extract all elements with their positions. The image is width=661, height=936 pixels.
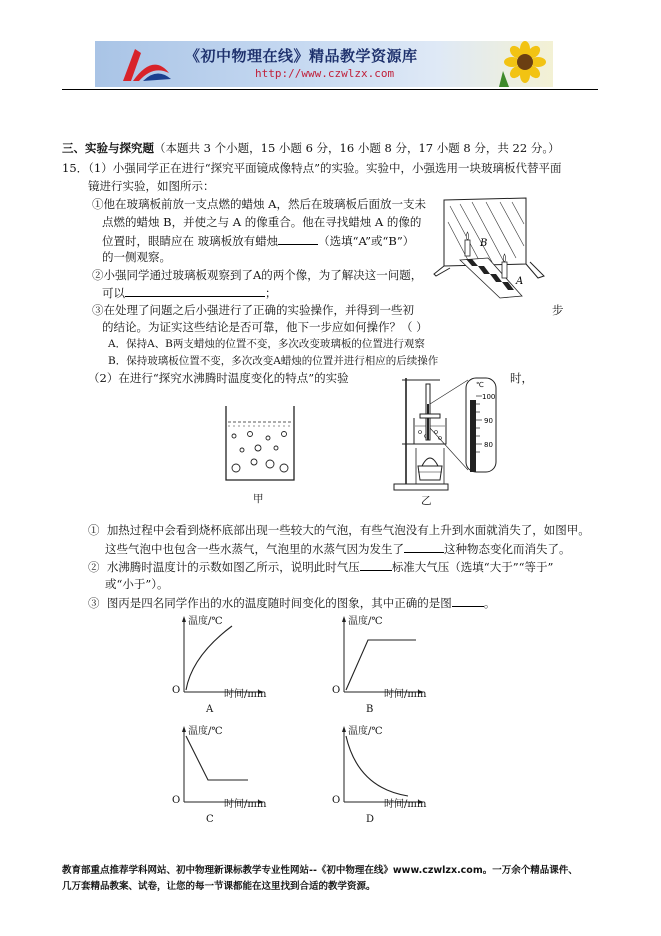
mirror-label-b: B bbox=[480, 238, 488, 249]
answer-blank-1[interactable] bbox=[278, 233, 318, 245]
footer-line2: 几万套精品教案、试卷，让您的每一节课都能在这里找到合适的教学资源。 bbox=[62, 881, 376, 892]
graph-b-curve bbox=[346, 640, 416, 690]
graph-a-label: A bbox=[206, 704, 214, 715]
w1-line1: ① 加热过程中会看到烧杯底部出现一些较大的气泡，有些气泡没有上升到水面就消失了，如图甲。 bbox=[88, 523, 590, 537]
mirror-label-a: A bbox=[516, 276, 524, 287]
q15-part2: （2）在进行“探究水沸腾时温度变化的特点”的实验 bbox=[88, 371, 349, 385]
beaker-figure bbox=[218, 404, 302, 484]
q15-s3-step: 步 bbox=[552, 303, 564, 317]
option-a: A．保持A、B两支蜡烛的位置不变，多次改变玻璃板的位置进行观察 bbox=[108, 338, 425, 350]
w3-line1: ③ 图丙是四名同学作出的水的温度随时间变化的图象，其中正确的是图 。 bbox=[88, 596, 496, 610]
graph-d-curve bbox=[346, 736, 408, 796]
fig-label-yi: 乙 bbox=[421, 495, 432, 507]
site-logo bbox=[113, 43, 173, 85]
answer-blank-5[interactable] bbox=[452, 595, 484, 607]
w2-line1: ② 水沸腾时温度计的示数如图乙所示，说明此时气压 标准大气压（选填“大于”“等于” bbox=[88, 560, 554, 574]
header-rule bbox=[62, 89, 598, 90]
graph-c-label: C bbox=[206, 814, 214, 825]
answer-blank-2[interactable] bbox=[125, 285, 265, 297]
thermo-unit: ℃ bbox=[476, 381, 484, 389]
graph-d-label: D bbox=[366, 814, 375, 825]
graph-c-curve bbox=[186, 736, 248, 780]
sunflower-image bbox=[493, 41, 553, 87]
thermo-tick-80: 80 bbox=[484, 441, 493, 449]
graph-a-curve bbox=[186, 626, 232, 690]
q15-s2-line1: ②小强同学通过玻璃板观察到了A的两个像，为了解决这一问题， bbox=[92, 268, 423, 282]
graph-c-xlabel: 时间/min bbox=[224, 799, 267, 810]
graph-d bbox=[338, 726, 424, 806]
graph-a-xlabel: 时间/min bbox=[224, 689, 267, 700]
graph-d-ylabel: 温度/℃ bbox=[348, 726, 383, 737]
q15-s3-line2: 的结论。为证实这些结论是否可靠，他下一步应如何操作？（ ） bbox=[102, 320, 428, 334]
q15-s1-line1: ①他在玻璃板前放一支点燃的蜡烛 A，然后在玻璃板后面放一支未 bbox=[92, 197, 426, 211]
q15-part2-end: 时， bbox=[510, 371, 533, 385]
q15-line1: 15．（1）小强同学正在进行“探究平面镜成像特点”的实验。实验中，小强选用一块玻璃板代替平面 bbox=[62, 161, 562, 175]
graph-b-origin: O bbox=[332, 685, 341, 696]
mirror-experiment-figure bbox=[430, 192, 550, 304]
boiling-apparatus-figure bbox=[388, 374, 500, 494]
graph-b-xlabel: 时间/min bbox=[384, 689, 427, 700]
graph-c bbox=[178, 726, 264, 806]
answer-blank-3[interactable] bbox=[404, 541, 444, 553]
thermo-tick-100: 100 bbox=[482, 393, 496, 401]
q15-s1-line4: 的一侧观察。 bbox=[102, 250, 171, 264]
graph-a-origin: O bbox=[172, 685, 181, 696]
header-title: 《初中物理在线》精品教学资源库 bbox=[185, 47, 418, 65]
w1-line2: 这些气泡中也包含一些水蒸气，气泡里的水蒸气因为发生了 这种物态变化而消失了。 bbox=[105, 542, 571, 556]
graph-b bbox=[338, 616, 424, 696]
footer-line1: 教育部重点推荐学科网站、初中物理新课标教学专业性网站--《初中物理在线》www.czwlzx.com。一万余个精品课件、 bbox=[62, 865, 578, 876]
header-url[interactable]: http://www.czwlzx.com bbox=[255, 67, 395, 80]
section-heading: 三、实验与探究题（本题共 3 个小题，15 小题 6 分，16 小题 8 分，17 小题 8 分，共 22 分。） bbox=[62, 141, 560, 155]
graph-d-xlabel: 时间/min bbox=[384, 799, 427, 810]
q15-line2: 镜进行实验，如图所示： bbox=[88, 179, 215, 193]
graph-d-origin: O bbox=[332, 795, 341, 806]
graph-a bbox=[178, 616, 264, 696]
w2-line2: 或“小于”）。 bbox=[105, 577, 169, 591]
answer-blank-4[interactable] bbox=[360, 559, 392, 571]
fig-label-jia: 甲 bbox=[253, 493, 264, 505]
graph-a-ylabel: 温度/℃ bbox=[188, 616, 223, 627]
q15-s1-line3: 位置时，眼睛应在 玻璃板放有蜡烛 （选填“A”或“B”） bbox=[102, 234, 415, 248]
graph-b-ylabel: 温度/℃ bbox=[348, 616, 383, 627]
option-b: B．保持玻璃板位置不变，多次改变A蜡烛的位置并进行相应的后续操作 bbox=[108, 355, 439, 367]
graph-c-origin: O bbox=[172, 795, 181, 806]
q15-s1-line2: 点燃的蜡烛 B，并使之与 A 的像重合。他在寻找蜡烛 A 的像的 bbox=[102, 215, 422, 229]
header-banner bbox=[95, 41, 553, 87]
graph-c-ylabel: 温度/℃ bbox=[188, 726, 223, 737]
thermo-tick-90: 90 bbox=[484, 417, 493, 425]
q15-s2-line2: 可以 ； bbox=[102, 286, 277, 300]
q15-s3-line1: ③在处理了问题之后小强进行了正确的实验操作，并得到一些初 bbox=[92, 303, 414, 317]
graph-b-label: B bbox=[366, 704, 374, 715]
